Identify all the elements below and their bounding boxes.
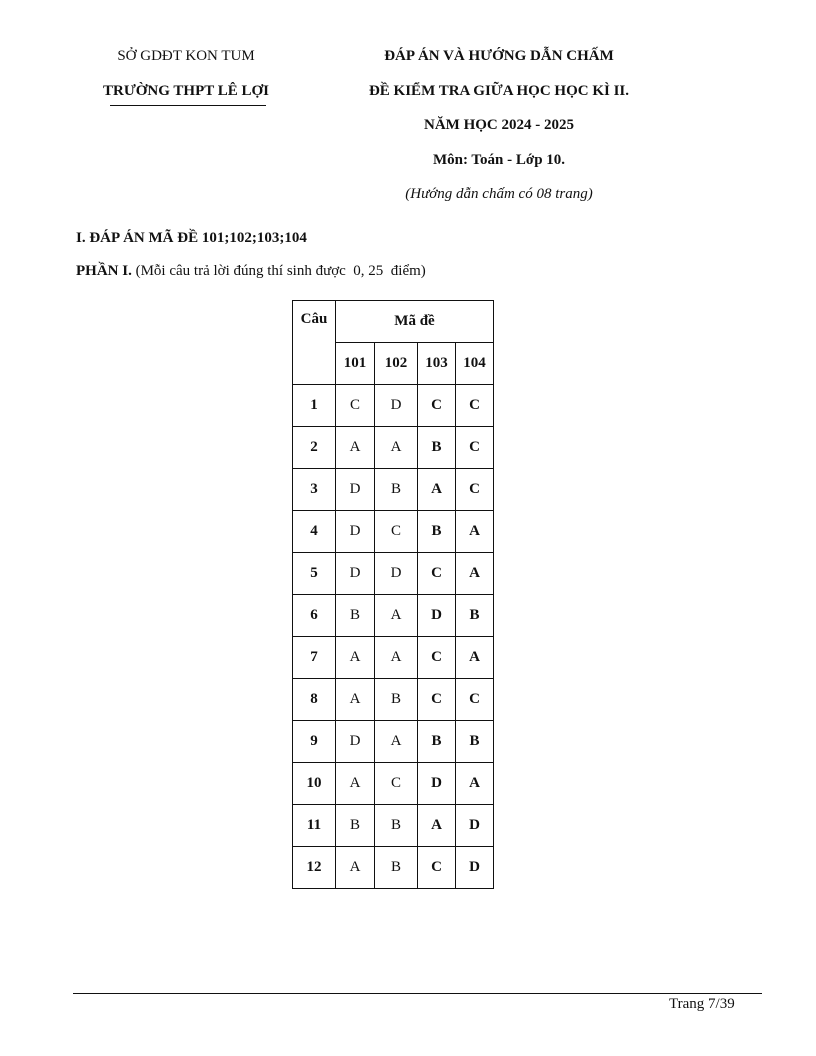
table-row — [293, 511, 494, 553]
answer-cell: A — [336, 637, 375, 679]
answer-cell: D — [336, 553, 375, 595]
subject-line: Môn: Toán - Lớp 10. — [432, 152, 566, 168]
code-header: 104 — [456, 343, 494, 385]
answer-cell: B — [375, 679, 418, 721]
table-row — [293, 637, 494, 679]
answer-cell: D — [375, 553, 418, 595]
col-question-header: Câu — [293, 301, 336, 385]
question-number: 12 — [293, 847, 336, 889]
answer-table — [292, 300, 494, 889]
answer-cell: B — [336, 595, 375, 637]
answer-cell: B — [375, 847, 418, 889]
page-number: Trang 7/39 — [669, 996, 735, 1012]
question-number: 8 — [293, 679, 336, 721]
table-row — [293, 595, 494, 637]
question-number: 6 — [293, 595, 336, 637]
question-number: 1 — [293, 385, 336, 427]
answer-cell: D — [336, 721, 375, 763]
question-number: 2 — [293, 427, 336, 469]
answer-cell: A — [375, 427, 418, 469]
answer-cell: B — [418, 721, 456, 763]
answer-cell: B — [456, 721, 494, 763]
answer-cell: C — [456, 679, 494, 721]
table-row — [293, 553, 494, 595]
page-count-note: (Hướng dẫn chấm có 08 trang) — [405, 186, 593, 202]
answer-cell: A — [336, 427, 375, 469]
answer-cell: D — [456, 847, 494, 889]
department-name: SỞ GDĐT KON TUM — [117, 48, 255, 64]
part1-line — [76, 263, 426, 280]
answer-cell: B — [418, 511, 456, 553]
code-header: 103 — [418, 343, 456, 385]
answer-cell: C — [456, 469, 494, 511]
answer-cell: C — [375, 511, 418, 553]
part1-description: (Mỗi câu trả lời đúng thí sinh được 0, 25 điểm) — [131, 263, 426, 279]
answer-cell: A — [336, 679, 375, 721]
answer-cell: B — [456, 595, 494, 637]
table-row — [293, 469, 494, 511]
answer-cell: B — [336, 805, 375, 847]
answer-cell: C — [418, 679, 456, 721]
section-heading: I. ĐÁP ÁN MÃ ĐỀ 101;102;103;104 — [76, 230, 307, 246]
answer-cell: C — [336, 385, 375, 427]
school-name: TRƯỜNG THPT LÊ LỢI — [102, 83, 269, 99]
table-row — [293, 847, 494, 889]
footer-divider — [73, 993, 762, 994]
answer-cell: C — [375, 763, 418, 805]
answer-cell: C — [456, 385, 494, 427]
answer-cell: A — [456, 553, 494, 595]
answer-cell: B — [375, 469, 418, 511]
table-header-row — [293, 301, 494, 343]
answer-cell: A — [418, 469, 456, 511]
answer-cell: D — [336, 511, 375, 553]
answer-cell: D — [418, 595, 456, 637]
answer-cell: A — [375, 595, 418, 637]
answer-cell: A — [336, 847, 375, 889]
part1-label: PHẦN I. — [76, 263, 132, 279]
table-row — [293, 721, 494, 763]
answer-cell: C — [418, 847, 456, 889]
answer-cell: C — [418, 385, 456, 427]
table-row — [293, 805, 494, 847]
answer-cell: D — [336, 469, 375, 511]
answer-cell: A — [375, 637, 418, 679]
answer-cell: A — [375, 721, 418, 763]
question-number: 10 — [293, 763, 336, 805]
code-header: 102 — [375, 343, 418, 385]
question-number: 4 — [293, 511, 336, 553]
answer-cell: A — [418, 805, 456, 847]
answer-cell: A — [336, 763, 375, 805]
table-row — [293, 385, 494, 427]
answer-cell: A — [456, 637, 494, 679]
question-number: 3 — [293, 469, 336, 511]
answer-cell: C — [456, 427, 494, 469]
answer-cell: D — [456, 805, 494, 847]
table-row — [293, 763, 494, 805]
question-number: 7 — [293, 637, 336, 679]
answer-cell: C — [418, 637, 456, 679]
question-number: 5 — [293, 553, 336, 595]
doc-title-line3: NĂM HỌC 2024 - 2025 — [424, 117, 574, 133]
table-row — [293, 427, 494, 469]
answer-cell: A — [456, 763, 494, 805]
question-number: 11 — [293, 805, 336, 847]
question-number: 9 — [293, 721, 336, 763]
answer-cell: A — [456, 511, 494, 553]
table-row — [293, 679, 494, 721]
answer-cell: B — [418, 427, 456, 469]
answer-cell: B — [375, 805, 418, 847]
answer-cell: D — [418, 763, 456, 805]
code-header: 101 — [336, 343, 375, 385]
col-code-header: Mã đề — [336, 301, 494, 343]
doc-title-line2: ĐỀ KIỂM TRA GIỮA HỌC HỌC KÌ II. — [368, 83, 630, 99]
school-underline — [110, 105, 266, 106]
answer-cell: C — [418, 553, 456, 595]
doc-title-line1: ĐÁP ÁN VÀ HƯỚNG DẪN CHẤM — [384, 48, 614, 64]
answer-cell: D — [375, 385, 418, 427]
